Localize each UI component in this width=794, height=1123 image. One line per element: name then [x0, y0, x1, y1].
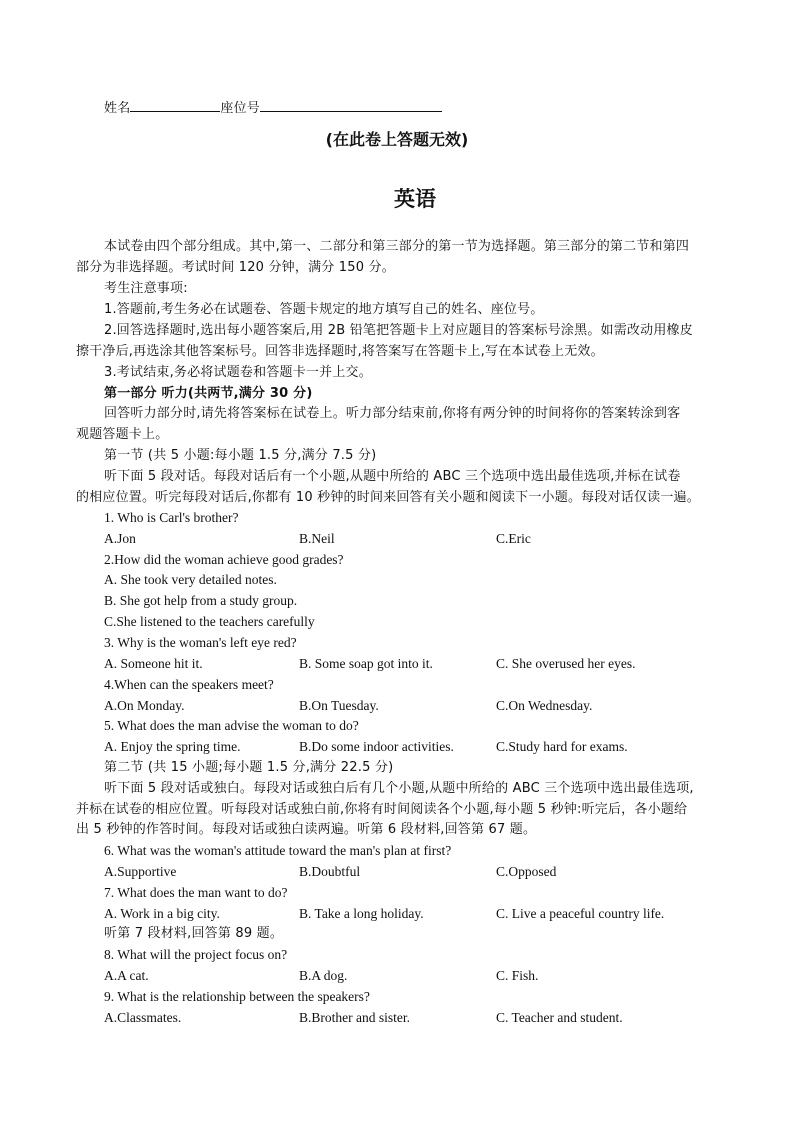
question-stem: 8. What will the project focus on? — [104, 947, 288, 962]
option-c: C.On Wednesday. — [496, 698, 593, 713]
question-stem: 5. What does the man advise the woman to do? — [104, 718, 359, 733]
section2-desc-cont: 出 5 秒钟的作答时间。每段对话或独白读两遍。听第 6 段材料,回答第 67 题。 — [76, 822, 537, 837]
option-b: B.Do some indoor activities. — [299, 739, 454, 754]
option-b: B. Take a long holiday. — [299, 906, 424, 921]
option-c: C. Fish. — [496, 968, 539, 983]
option-c: C.Opposed — [496, 864, 557, 879]
note-3: 3.考试结束,务必将试题卷和答题卡一并上交。 — [104, 365, 372, 380]
section2-heading: 第二节 (共 15 小题;每小题 1.5 分,满分 22.5 分) — [104, 760, 394, 775]
option-c: C.Eric — [496, 531, 531, 546]
option-b: B.Doubtful — [299, 864, 361, 879]
option-a: A. Someone hit it. — [104, 656, 203, 671]
note-1: 1.答题前,考生务必在试题卷、答题卡规定的地方填写自己的姓名、座位号。 — [104, 302, 544, 317]
section2-desc-cont: 并标在试卷的相应位置。听每段对话或独白前,你将有时间阅读各个小题,每小题 5 秒钟:听完后，各小题给 — [76, 802, 688, 817]
intro-line: 部分为非选择题。考试时间 120 分钟，满分 150 分。 — [76, 260, 395, 275]
option-b: B.Brother and sister. — [299, 1010, 410, 1025]
option-c: C.Study hard for exams. — [496, 739, 628, 754]
material-7-note: 听第 7 段材料,回答第 89 题。 — [104, 926, 284, 941]
option-a: A.Jon — [104, 531, 136, 546]
option-c: C. She overused her eyes. — [496, 656, 636, 671]
section1-desc: 听下面 5 段对话。每段对话后有一个小题,从题中所给的 ABC 三个选项中选出最佳选项,并标在试卷 — [104, 469, 681, 484]
question-stem: 7. What does the man want to do? — [104, 885, 288, 900]
question-stem: 1. Who is Carl's brother? — [104, 510, 239, 525]
option-a: A. Work in a big city. — [104, 906, 220, 921]
option-c: C.She listened to the teachers carefully — [104, 614, 315, 629]
page-title: 英语 — [394, 187, 436, 211]
section2-desc: 听下面 5 段对话或独白。每段对话或独白后有几个小题,从题中所给的 ABC 三个选项中选出最佳选项, — [104, 781, 694, 796]
option-a: A.Supportive — [104, 864, 177, 879]
part1-desc-cont: 观题答题卡上。 — [76, 427, 169, 442]
option-a: A.A cat. — [104, 968, 149, 983]
option-b: B. Some soap got into it. — [299, 656, 433, 671]
name-label: 姓名 — [104, 101, 131, 116]
part1-heading: 第一部分 听力(共两节,满分 30 分) — [104, 386, 313, 401]
option-c: C. Live a peaceful country life. — [496, 906, 665, 921]
option-b: B. She got help from a study group. — [104, 593, 298, 608]
seat-label: 座位号 — [220, 101, 261, 116]
question-stem: 6. What was the woman's attitude toward the man's plan at first? — [104, 843, 452, 858]
question-stem: 4.When can the speakers meet? — [104, 677, 274, 692]
intro-line: 本试卷由四个部分组成。其中,第一、二部分和第三部分的第一节为选择题。第三部分的第二节和第四 — [104, 239, 690, 254]
option-a: A. She took very detailed notes. — [104, 572, 277, 587]
option-b: B.Neil — [299, 531, 335, 546]
note-2: 2.回答选择题时,选出每小题答案后,用 2B 铅笔把答题卡上对应题目的答案标号涂黑。如需改动用橡皮 — [104, 323, 693, 338]
option-c: C. Teacher and student. — [496, 1010, 623, 1025]
notes-title: 考生注意事项: — [104, 281, 188, 296]
part1-desc: 回答听力部分时,请先将答案标在试卷上。听力部分结束前,你将有两分钟的时间将你的答案转涂到客 — [104, 406, 681, 421]
option-b: B.A dog. — [299, 968, 348, 983]
option-a: A.Classmates. — [104, 1010, 182, 1025]
seat-blank[interactable] — [260, 97, 442, 112]
name-blank[interactable] — [130, 97, 220, 112]
note-2-cont: 擦干净后,再选涂其他答案标号。回答非选择题时,将答案写在答题卡上,写在本试卷上无效。 — [76, 344, 604, 359]
option-a: A.On Monday. — [104, 698, 185, 713]
name-seat-line — [104, 97, 442, 119]
question-stem: 3. Why is the woman's left eye red? — [104, 635, 297, 650]
notice: (在此卷上答题无效) — [325, 130, 469, 149]
question-stem: 9. What is the relationship between the speakers? — [104, 989, 370, 1004]
option-a: A. Enjoy the spring time. — [104, 739, 241, 754]
section1-heading: 第一节 (共 5 小题:每小题 1.5 分,满分 7.5 分) — [104, 448, 377, 463]
question-stem: 2.How did the woman achieve good grades? — [104, 552, 344, 567]
option-b: B.On Tuesday. — [299, 698, 379, 713]
section1-desc-cont: 的相应位置。听完每段对话后,你都有 10 秒钟的时间来回答有关小题和阅读下一小题。每段对话仅读一遍。 — [76, 490, 700, 505]
